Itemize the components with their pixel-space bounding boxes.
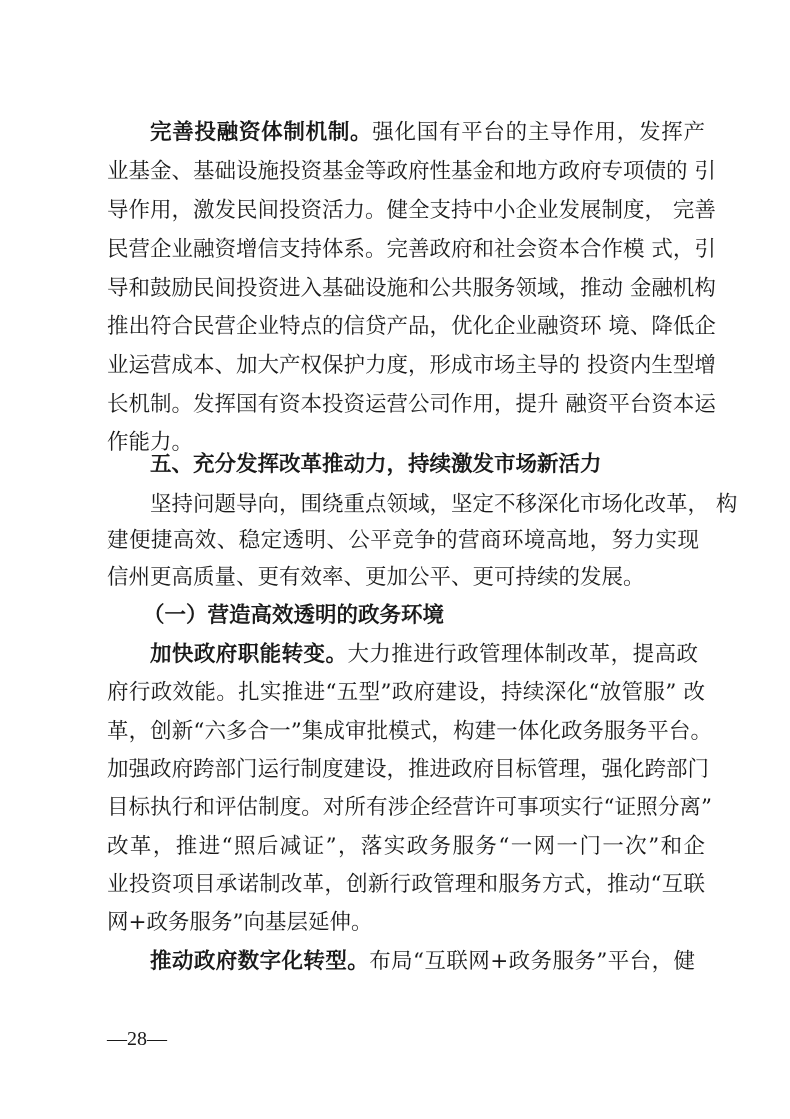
section-heading: 五、充分发挥改革推动力，持续激发市场新活力 [150,452,602,477]
para2-line: 坚持问题导向，围绕重点领域，坚定不移深化市场化改革， 构 [150,492,738,517]
para1-line: 作能力。 [107,430,194,455]
para3-line: 革，创新“六多合一”集成审批模式，构建一体化政务服务平台。 [107,719,712,744]
para1-text: 强化国有平台的主导作用，发挥产 [372,120,705,145]
para3-line: 府行政效能。扎实推进“五型”政府建设，持续深化“放管服” 改 [107,680,705,705]
subheading: （一）营造高效透明的政务环境 [143,603,445,628]
para3-line: 目标执行和评估制度。对所有涉企经营许可事项实行“证照分离” [107,795,712,820]
para1-line: 导作用，激发民间投资活力。健全支持中小企业发展制度， 完善 [107,198,716,223]
para1-line: 推出符合民营企业特点的信贷产品，优化企业融资环 境、降低企 [107,314,716,339]
para3-lead: 加快政府职能转变。 [150,642,348,667]
para1-line: 民营企业融资增信支持体系。完善政府和社会资本合作模 式，引 [107,237,716,262]
para1-lead: 完善投融资体制机制。 [150,120,373,145]
para3-line-1 [150,642,698,668]
para1-line: 长机制。发挥国有资本投资运营公司作用，提升 融资平台资本运 [107,392,716,417]
para3-line: 加强政府跨部门运行制度建设，推进政府目标管理，强化跨部门 [107,757,710,782]
para3-text: 大力推进行政管理体制改革，提高政 [347,642,698,667]
para4-lead: 推动政府数字化转型。 [150,949,370,974]
para3-line: 改革，推进“照后减证”，落实政务服务“一网一门一次”和企 [107,834,705,859]
para2-line: 建便捷高效、稳定透明、公平竞争的营商环境高地，努力实现 [107,528,699,553]
para1-line: 业运营成本、加大产权保护力度，形成市场主导的 投资内生型增 [107,353,716,378]
para3-line: 网+政务服务”向基层延伸。 [107,910,373,935]
para2-line: 信州更高质量、更有效率、更加公平、更可持续的发展。 [107,565,645,590]
para1-line-1 [150,120,705,146]
para1-line: 导和鼓励民间投资进入基础设施和公共服务领域，推动 金融机构 [107,276,716,301]
para3-line: 业投资项目承诺制改革，创新行政管理和服务方式，推动“互联 [107,872,705,897]
para4-text: 布局“互联网+政务服务”平台，健 [369,949,695,974]
para1-line: 业基金、基础设施投资基金等政府性基金和地方政府专项债的 引 [107,159,716,184]
para4-line-1 [150,949,695,975]
page-number: —28— [107,1028,167,1050]
